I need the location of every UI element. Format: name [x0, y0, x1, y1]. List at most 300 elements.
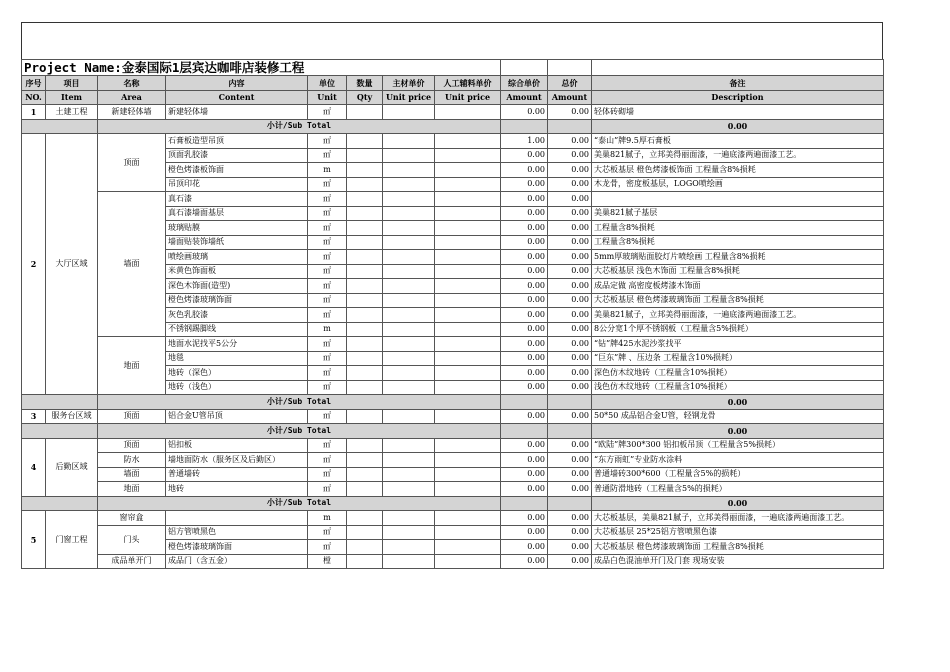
description-cell: 木龙骨，密度板基层，LOGO喷绘画: [592, 177, 884, 192]
section-number: 5: [22, 511, 46, 569]
content-cell: 灰色乳胶漆: [166, 308, 308, 323]
amount-cell: 0.00: [501, 467, 548, 482]
material-price-cell: [383, 293, 435, 308]
project-title: [22, 60, 501, 76]
amount-cell: 0.00: [501, 250, 548, 265]
title-blank-area: [21, 22, 883, 59]
area-cell: 顶面: [98, 438, 166, 453]
content-cell: 墙地面防水（服务区及后勤区）: [166, 453, 308, 468]
total-cell: 0.00: [548, 540, 592, 555]
project-label: Project Name:: [24, 59, 122, 75]
subtotal-label: 小计/Sub Total: [98, 395, 501, 410]
description-cell: “欧陆”牌300*300 铝扣板吊顶（工程量含5%损耗）: [592, 438, 884, 453]
amount-cell: 0.00: [501, 177, 548, 192]
material-price-cell: [383, 148, 435, 163]
total-cell: 0.00: [548, 250, 592, 265]
unit-cell: ㎡: [308, 105, 347, 120]
description-cell: 大芯板基层 橙色烤漆玻璃饰面 工程量含8%损耗: [592, 293, 884, 308]
total-cell: 0.00: [548, 163, 592, 178]
labor-price-cell: [435, 482, 501, 497]
cell: [548, 60, 592, 76]
subtotal-blank: [22, 395, 98, 410]
content-cell: 不锈钢踢脚线: [166, 322, 308, 337]
qty-cell: [347, 511, 383, 526]
subtotal-blank: [22, 119, 98, 134]
amount-cell: 0.00: [501, 351, 548, 366]
unit-cell: ㎡: [308, 192, 347, 207]
section-number: 2: [22, 134, 46, 395]
area-cell: 墙面: [98, 467, 166, 482]
description-cell: “钻”牌425水泥沙浆找平: [592, 337, 884, 352]
total-cell: 0.00: [548, 380, 592, 395]
material-price-cell: [383, 134, 435, 149]
section-number: 4: [22, 438, 46, 496]
subtotal-label: 小计/Sub Total: [98, 424, 501, 439]
qty-cell: [347, 380, 383, 395]
qty-cell: [347, 148, 383, 163]
labor-price-cell: [435, 279, 501, 294]
content-cell: 真石漆墙面基层: [166, 206, 308, 221]
labor-price-cell: [435, 221, 501, 236]
labor-price-cell: [435, 177, 501, 192]
labor-price-cell: [435, 250, 501, 265]
area-cell: 防水: [98, 453, 166, 468]
amount-cell: 0.00: [501, 511, 548, 526]
section-item: 大厅区域: [46, 134, 98, 395]
labor-price-cell: [435, 540, 501, 555]
amount-cell: 0.00: [501, 264, 548, 279]
area-cell: 顶面: [98, 134, 166, 192]
content-cell: 铝方管喷黑色: [166, 525, 308, 540]
description-cell: 美巢821腻子，立邦美得丽面漆，一遍底漆两遍面漆工艺。: [592, 148, 884, 163]
description-cell: 成品定做 高密度板烤漆木饰面: [592, 279, 884, 294]
labor-price-cell: [435, 293, 501, 308]
qty-cell: [347, 192, 383, 207]
subtotal-value: 0.00: [592, 119, 884, 134]
unit-cell: 樘: [308, 554, 347, 569]
amount-cell: 0.00: [501, 438, 548, 453]
total-cell: 0.00: [548, 192, 592, 207]
header-cell: 综合单价: [501, 76, 548, 91]
qty-cell: [347, 134, 383, 149]
header-cell: Amount: [501, 90, 548, 105]
description-cell: 工程量含8%损耗: [592, 235, 884, 250]
labor-price-cell: [435, 453, 501, 468]
material-price-cell: [383, 337, 435, 352]
content-cell: 成品门（含五金）: [166, 554, 308, 569]
labor-price-cell: [435, 438, 501, 453]
labor-price-cell: [435, 467, 501, 482]
header-cell: Unit price: [435, 90, 501, 105]
header-cell: Description: [592, 90, 884, 105]
labor-price-cell: [435, 554, 501, 569]
unit-cell: ㎡: [308, 438, 347, 453]
qty-cell: [347, 453, 383, 468]
cell: [592, 60, 884, 76]
material-price-cell: [383, 380, 435, 395]
description-cell: [592, 192, 884, 207]
table-row: [22, 134, 884, 149]
material-price-cell: [383, 540, 435, 555]
qty-cell: [347, 250, 383, 265]
labor-price-cell: [435, 192, 501, 207]
total-cell: 0.00: [548, 366, 592, 381]
labor-price-cell: [435, 148, 501, 163]
content-cell: 喷绘画玻璃: [166, 250, 308, 265]
unit-cell: ㎡: [308, 206, 347, 221]
description-cell: 8公分宽1个厚不锈钢板（工程量含5%损耗）: [592, 322, 884, 337]
content-cell: 地砖: [166, 482, 308, 497]
qty-cell: [347, 337, 383, 352]
total-cell: 0.00: [548, 177, 592, 192]
amount-cell: 0.00: [501, 380, 548, 395]
unit-cell: ㎡: [308, 380, 347, 395]
content-cell: 米黄色饰面板: [166, 264, 308, 279]
description-cell: 5mm厚玻璃贴面胶灯片喷绘画 工程量含8%损耗: [592, 250, 884, 265]
content-cell: 地砖（浅色）: [166, 380, 308, 395]
total-cell: 0.00: [548, 351, 592, 366]
section-item: 服务台区域: [46, 409, 98, 424]
total-cell: 0.00: [548, 206, 592, 221]
amount-cell: 0.00: [501, 482, 548, 497]
description-cell: 大芯板基层 浅色木饰面 工程量含8%损耗: [592, 264, 884, 279]
unit-cell: ㎡: [308, 525, 347, 540]
subtotal-blank: [22, 496, 98, 511]
section-number: 1: [22, 105, 46, 120]
content-cell: 墙面贴装饰墙纸: [166, 235, 308, 250]
description-cell: 大芯板基层 橙色烤漆板饰面 工程量含8%损耗: [592, 163, 884, 178]
header-cell: Unit price: [383, 90, 435, 105]
amount-cell: 0.00: [501, 235, 548, 250]
unit-cell: ㎡: [308, 308, 347, 323]
material-price-cell: [383, 264, 435, 279]
unit-cell: m: [308, 163, 347, 178]
content-cell: 吊顶印花: [166, 177, 308, 192]
area-cell: 窗帘盒: [98, 511, 166, 526]
material-price-cell: [383, 482, 435, 497]
material-price-cell: [383, 366, 435, 381]
header-cell: Qty: [347, 90, 383, 105]
description-cell: 大芯板基层，美巢821腻子，立邦美得丽面漆，一遍底漆两遍面漆工艺。: [592, 511, 884, 526]
total-cell: 0.00: [548, 554, 592, 569]
amount-cell: 0.00: [501, 366, 548, 381]
labor-price-cell: [435, 525, 501, 540]
material-price-cell: [383, 511, 435, 526]
labor-price-cell: [435, 264, 501, 279]
table-row: [22, 482, 884, 497]
total-cell: 0.00: [548, 438, 592, 453]
labor-price-cell: [435, 380, 501, 395]
qty-cell: [347, 279, 383, 294]
labor-price-cell: [435, 366, 501, 381]
description-cell: 普通防滑地砖（工程量含5%的损耗）: [592, 482, 884, 497]
material-price-cell: [383, 322, 435, 337]
subtotal-blank: [501, 424, 548, 439]
content-cell: 深色木饰面(造型): [166, 279, 308, 294]
material-price-cell: [383, 467, 435, 482]
amount-cell: 0.00: [501, 279, 548, 294]
labor-price-cell: [435, 511, 501, 526]
description-cell: 工程量含8%损耗: [592, 221, 884, 236]
unit-cell: ㎡: [308, 482, 347, 497]
description-cell: 美巢821腻子，立邦美得丽面漆，一遍底漆两遍面漆工艺。: [592, 308, 884, 323]
amount-cell: 0.00: [501, 163, 548, 178]
total-cell: 0.00: [548, 293, 592, 308]
total-cell: 0.00: [548, 308, 592, 323]
content-cell: 玻璃贴膜: [166, 221, 308, 236]
section-item: 土建工程: [46, 105, 98, 120]
unit-cell: ㎡: [308, 337, 347, 352]
material-price-cell: [383, 105, 435, 120]
subtotal-value: 0.00: [592, 424, 884, 439]
labor-price-cell: [435, 308, 501, 323]
subtotal-row: [22, 395, 884, 410]
total-cell: 0.00: [548, 322, 592, 337]
content-cell: 铝合金U管吊顶: [166, 409, 308, 424]
unit-cell: ㎡: [308, 134, 347, 149]
qty-cell: [347, 206, 383, 221]
material-price-cell: [383, 351, 435, 366]
qty-cell: [347, 409, 383, 424]
amount-cell: 0.00: [501, 221, 548, 236]
qty-cell: [347, 467, 383, 482]
content-cell: 普通墙砖: [166, 467, 308, 482]
amount-cell: 0.00: [501, 293, 548, 308]
area-cell: 成品单开门: [98, 554, 166, 569]
total-cell: 0.00: [548, 525, 592, 540]
material-price-cell: [383, 221, 435, 236]
material-price-cell: [383, 279, 435, 294]
amount-cell: 0.00: [501, 453, 548, 468]
content-cell: [166, 511, 308, 526]
labor-price-cell: [435, 351, 501, 366]
content-cell: 地砖（深色）: [166, 366, 308, 381]
material-price-cell: [383, 409, 435, 424]
description-cell: 成品白色混油单开门及门套 现场安装: [592, 554, 884, 569]
content-cell: 橙色烤漆玻璃饰面: [166, 293, 308, 308]
description-cell: “泰山”牌9.5厚石膏板: [592, 134, 884, 149]
project-name: 金泰国际1层宾达咖啡店装修工程: [121, 59, 305, 75]
subtotal-blank: [22, 424, 98, 439]
header-cell: NO.: [22, 90, 46, 105]
unit-cell: m: [308, 511, 347, 526]
labor-price-cell: [435, 322, 501, 337]
area-cell: 墙面: [98, 192, 166, 337]
header-cell: 名称: [98, 76, 166, 91]
total-cell: 0.00: [548, 409, 592, 424]
amount-cell: 0.00: [501, 105, 548, 120]
amount-cell: 0.00: [501, 540, 548, 555]
total-cell: 0.00: [548, 453, 592, 468]
labor-price-cell: [435, 409, 501, 424]
amount-cell: 0.00: [501, 525, 548, 540]
material-price-cell: [383, 177, 435, 192]
amount-cell: 0.00: [501, 322, 548, 337]
subtotal-label: 小计/Sub Total: [98, 496, 501, 511]
table-row: [22, 525, 884, 540]
header-cell: Area: [98, 90, 166, 105]
qty-cell: [347, 177, 383, 192]
unit-cell: m: [308, 322, 347, 337]
unit-cell: ㎡: [308, 264, 347, 279]
unit-cell: ㎡: [308, 409, 347, 424]
area-cell: 顶面: [98, 409, 166, 424]
spreadsheet: [21, 22, 883, 569]
content-cell: 铝扣板: [166, 438, 308, 453]
content-cell: 顶面乳胶漆: [166, 148, 308, 163]
header-row-cn: [22, 76, 884, 91]
unit-cell: ㎡: [308, 221, 347, 236]
qty-cell: [347, 105, 383, 120]
table-row: [22, 337, 884, 352]
amount-cell: 1.00: [501, 134, 548, 149]
header-cell: Unit: [308, 90, 347, 105]
description-cell: 普通墙砖300*600（工程量含5%的损耗）: [592, 467, 884, 482]
description-cell: 轻体砖砌墙: [592, 105, 884, 120]
header-cell: Amount: [548, 90, 592, 105]
qty-cell: [347, 438, 383, 453]
description-cell: 大芯板基层 橙色烤漆玻璃饰面 工程量含8%损耗: [592, 540, 884, 555]
subtotal-blank: [548, 119, 592, 134]
table-row: [22, 467, 884, 482]
qty-cell: [347, 482, 383, 497]
project-name-row: [22, 60, 884, 76]
qty-cell: [347, 293, 383, 308]
labor-price-cell: [435, 235, 501, 250]
qty-cell: [347, 540, 383, 555]
labor-price-cell: [435, 337, 501, 352]
unit-cell: ㎡: [308, 453, 347, 468]
header-row-en: [22, 90, 884, 105]
qty-cell: [347, 322, 383, 337]
content-cell: 橙色烤漆板饰面: [166, 163, 308, 178]
description-cell: 深色仿木纹地砖（工程量含10%损耗）: [592, 366, 884, 381]
total-cell: 0.00: [548, 511, 592, 526]
subtotal-blank: [501, 395, 548, 410]
unit-cell: ㎡: [308, 540, 347, 555]
material-price-cell: [383, 438, 435, 453]
unit-cell: ㎡: [308, 250, 347, 265]
cell: [501, 60, 548, 76]
total-cell: 0.00: [548, 235, 592, 250]
material-price-cell: [383, 453, 435, 468]
amount-cell: 0.00: [501, 308, 548, 323]
amount-cell: 0.00: [501, 337, 548, 352]
total-cell: 0.00: [548, 467, 592, 482]
subtotal-blank: [501, 496, 548, 511]
qty-cell: [347, 308, 383, 323]
header-cell: 人工辅料单价: [435, 76, 501, 91]
header-cell: 单位: [308, 76, 347, 91]
content-cell: 地面水泥找平5公分: [166, 337, 308, 352]
total-cell: 0.00: [548, 134, 592, 149]
subtotal-row: [22, 119, 884, 134]
qty-cell: [347, 163, 383, 178]
qty-cell: [347, 221, 383, 236]
material-price-cell: [383, 163, 435, 178]
header-cell: Item: [46, 90, 98, 105]
subtotal-blank: [501, 119, 548, 134]
description-cell: 浅色仿木纹地砖（工程量含10%损耗）: [592, 380, 884, 395]
qty-cell: [347, 554, 383, 569]
quote-table: [21, 59, 884, 569]
material-price-cell: [383, 235, 435, 250]
description-cell: 大芯板基层 25*25铝方管喷黑色漆: [592, 525, 884, 540]
area-cell: 地面: [98, 482, 166, 497]
table-row: [22, 409, 884, 424]
amount-cell: 0.00: [501, 192, 548, 207]
subtotal-row: [22, 424, 884, 439]
table-row: [22, 105, 884, 120]
header-cell: 数量: [347, 76, 383, 91]
area-cell: 新建轻体墙: [98, 105, 166, 120]
table-row: [22, 438, 884, 453]
subtotal-blank: [548, 395, 592, 410]
header-cell: 备注: [592, 76, 884, 91]
labor-price-cell: [435, 163, 501, 178]
section-item: 后勤区域: [46, 438, 98, 496]
table-row: [22, 192, 884, 207]
labor-price-cell: [435, 105, 501, 120]
total-cell: 0.00: [548, 482, 592, 497]
table-row: [22, 453, 884, 468]
amount-cell: 0.00: [501, 148, 548, 163]
labor-price-cell: [435, 134, 501, 149]
unit-cell: ㎡: [308, 467, 347, 482]
content-cell: 真石漆: [166, 192, 308, 207]
area-cell: 地面: [98, 337, 166, 395]
qty-cell: [347, 264, 383, 279]
material-price-cell: [383, 525, 435, 540]
qty-cell: [347, 235, 383, 250]
area-cell: 门头: [98, 525, 166, 554]
unit-cell: ㎡: [308, 235, 347, 250]
content-cell: 橙色烤漆玻璃饰面: [166, 540, 308, 555]
total-cell: 0.00: [548, 221, 592, 236]
unit-cell: ㎡: [308, 177, 347, 192]
subtotal-value: 0.00: [592, 496, 884, 511]
material-price-cell: [383, 250, 435, 265]
header-cell: 项目: [46, 76, 98, 91]
header-cell: 内容: [166, 76, 308, 91]
subtotal-row: [22, 496, 884, 511]
section-number: 3: [22, 409, 46, 424]
header-cell: 总价: [548, 76, 592, 91]
unit-cell: ㎡: [308, 293, 347, 308]
content-cell: 石膏板造型吊顶: [166, 134, 308, 149]
total-cell: 0.00: [548, 264, 592, 279]
material-price-cell: [383, 192, 435, 207]
header-cell: 序号: [22, 76, 46, 91]
description-cell: “巨东”牌 、压边条 工程量含10%损耗）: [592, 351, 884, 366]
table-row: [22, 511, 884, 526]
content-cell: 地毯: [166, 351, 308, 366]
material-price-cell: [383, 308, 435, 323]
total-cell: 0.00: [548, 105, 592, 120]
amount-cell: 0.00: [501, 554, 548, 569]
qty-cell: [347, 351, 383, 366]
subtotal-value: 0.00: [592, 395, 884, 410]
unit-cell: ㎡: [308, 351, 347, 366]
header-cell: 主材单价: [383, 76, 435, 91]
content-cell: 新建轻体墙: [166, 105, 308, 120]
total-cell: 0.00: [548, 279, 592, 294]
subtotal-label: 小计/Sub Total: [98, 119, 501, 134]
material-price-cell: [383, 554, 435, 569]
amount-cell: 0.00: [501, 206, 548, 221]
unit-cell: ㎡: [308, 366, 347, 381]
description-cell: 50*50 成品铝合金U管，轻钢龙骨: [592, 409, 884, 424]
